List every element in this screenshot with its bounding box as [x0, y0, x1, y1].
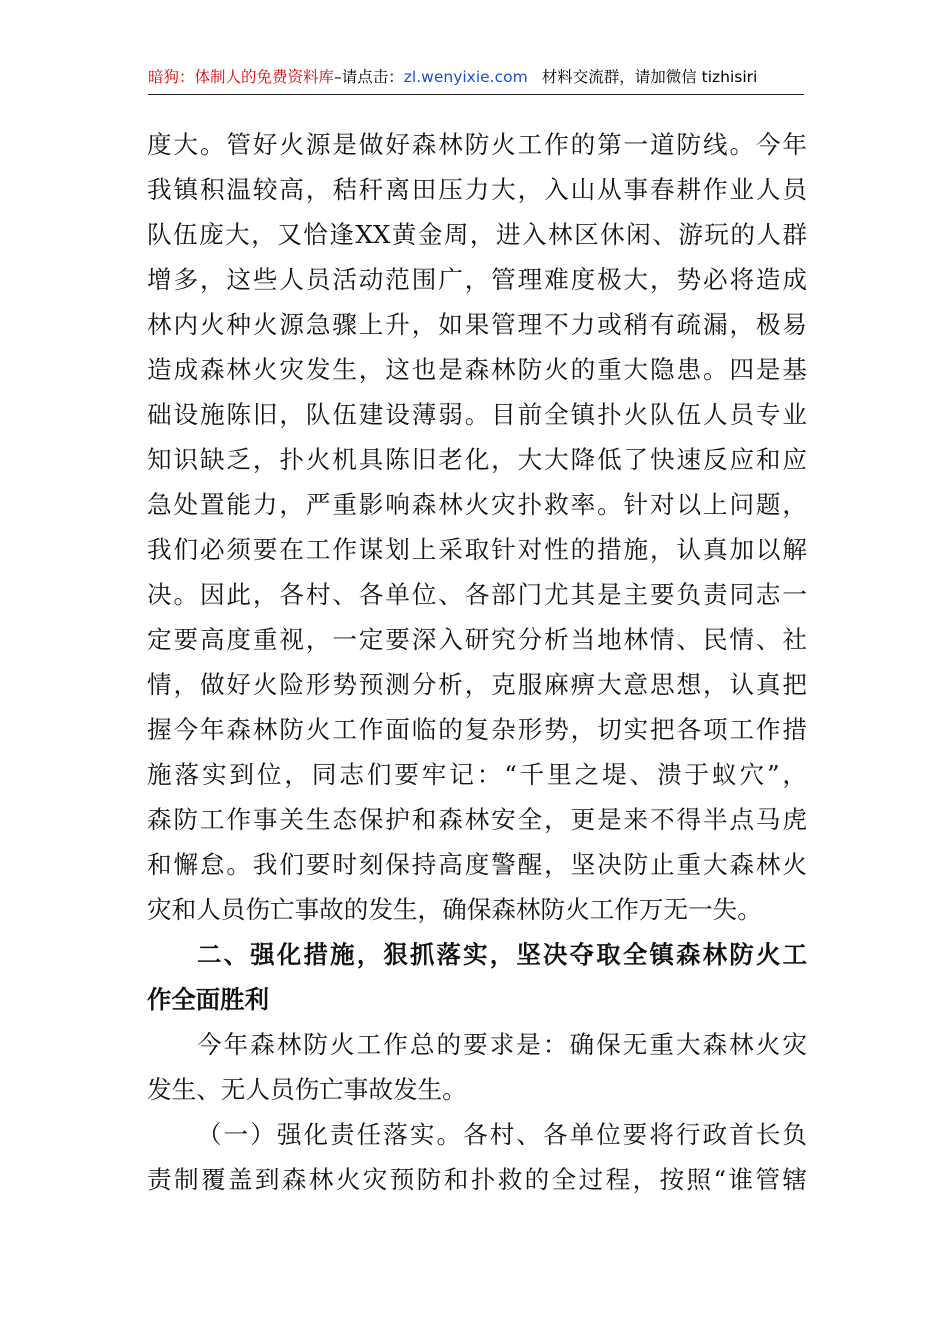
- body-line: 林内火种火源急骤上升，如果管理不力或稍有疏漏，极易: [147, 310, 807, 339]
- header-wechat-contact: 材料交流群，请加微信 tizhisiri: [541, 68, 758, 86]
- body-line: 增多，这些人员活动范围广，管理难度极大，势必将造成: [147, 265, 807, 294]
- page-header: [148, 62, 804, 95]
- paragraph-line: （一）强化责任落实。各村、各单位要将行政首长负: [197, 1120, 807, 1149]
- section-heading-continued: 作全面胜利: [147, 985, 269, 1014]
- header-site-link[interactable]: zl.wenyixie.com: [403, 68, 528, 86]
- body-line: 施落实到位，同志们要牢记：“千里之堤、溃于蚁穴”，: [147, 760, 807, 789]
- body-line: 知识缺乏，扑火机具陈旧老化，大大降低了快速反应和应: [147, 445, 807, 474]
- body-line: 造成森林火灾发生，这也是森林防火的重大隐患。四是基: [147, 355, 807, 384]
- section-heading: 二、强化措施，狠抓落实，坚决夺取全镇森林防火工: [197, 940, 807, 969]
- body-line: 础设施陈旧，队伍建设薄弱。目前全镇扑火队伍人员专业: [147, 400, 807, 429]
- body-line: 决。因此，各村、各单位、各部门尤其是主要负责同志一: [147, 580, 807, 609]
- body-line: 情，做好火险形势预测分析，克服麻痹大意思想，认真把: [147, 670, 807, 699]
- body-line: 队伍庞大，又恰逢XX黄金周，进入林区休闲、游玩的人群: [147, 220, 807, 249]
- body-line: 急处置能力，严重影响森林火灾扑救率。针对以上问题，: [147, 490, 807, 519]
- body-line: 我镇积温较高，秸秆离田压力大，入山从事春耕作业人员: [147, 175, 807, 204]
- header-site-title: 暗狗：体制人的免费资料库: [148, 68, 335, 86]
- body-line: 灾和人员伤亡事故的发生，确保森林防火工作万无一失。: [147, 895, 762, 924]
- body-line: 度大。管好火源是做好森林防火工作的第一道防线。今年: [147, 130, 807, 159]
- header-click-prompt: –请点击：: [334, 68, 404, 86]
- paragraph-line: 责制覆盖到森林火灾预防和扑救的全过程，按照“谁管辖: [147, 1165, 807, 1194]
- body-line: 我们必须要在工作谋划上采取针对性的措施，认真加以解: [147, 535, 807, 564]
- body-line: 和懈怠。我们要时刻保持高度警醒，坚决防止重大森林火: [147, 850, 807, 879]
- paragraph-line: 发生、无人员伤亡事故发生。: [147, 1075, 467, 1104]
- body-line: 握今年森林防火工作面临的复杂形势，切实把各项工作措: [147, 715, 807, 744]
- document-body: [147, 122, 807, 1202]
- paragraph-line: 今年森林防火工作总的要求是：确保无重大森林火灾: [197, 1030, 807, 1059]
- body-line: 定要高度重视，一定要深入研究分析当地林情、民情、社: [147, 625, 807, 654]
- body-line: 森防工作事关生态保护和森林安全，更是来不得半点马虎: [147, 805, 807, 834]
